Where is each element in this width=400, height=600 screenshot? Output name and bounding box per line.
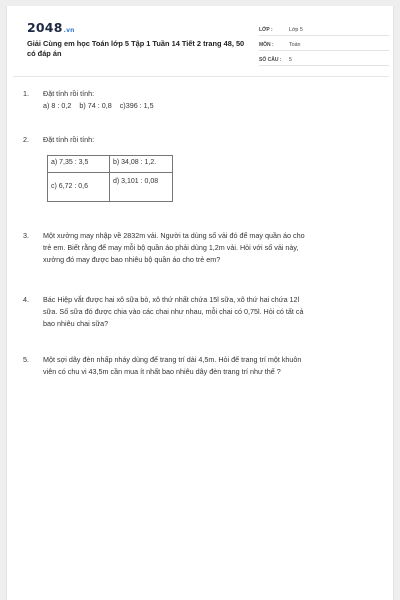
logo-name: 2048 bbox=[27, 20, 63, 35]
question-1 bbox=[23, 88, 373, 112]
meta-key-subject: MÔN : bbox=[259, 42, 274, 48]
table-cell: c) 6,72 : 0,6 bbox=[48, 173, 110, 202]
meta-row-grade bbox=[259, 22, 389, 36]
worksheet-header bbox=[27, 20, 389, 72]
logo-tld: .vn bbox=[63, 27, 75, 34]
question-number: 3. bbox=[23, 231, 29, 240]
document-title: Giải Cùng em học Toán lớp 5 Tập 1 Tuần 14 Tiết 2 trang 48, 50 có đáp án bbox=[27, 39, 245, 58]
question-number: 4. bbox=[23, 295, 29, 304]
meta-key-grade: LỚP : bbox=[259, 27, 273, 33]
question-text: Đặt tính rồi tính: bbox=[43, 89, 95, 98]
table-cell: d) 3,101 : 0,08 bbox=[110, 173, 173, 202]
question-number: 2. bbox=[23, 135, 29, 144]
calculation-table bbox=[47, 155, 173, 202]
worksheet-page bbox=[6, 6, 394, 600]
question-text: bao nhiêu chai sữa? bbox=[43, 319, 109, 328]
table-row bbox=[48, 156, 173, 173]
question-text: Bác Hiệp vắt được hai xô sữa bò, xô thứ nhất chứa 15l sữa, xô thứ hai chứa 12l bbox=[43, 295, 300, 304]
meta-row-subject bbox=[259, 37, 389, 51]
meta-key-count: SỐ CÂU : bbox=[259, 57, 282, 63]
meta-row-count bbox=[259, 52, 389, 66]
question-text: xưởng đó may được bao nhiêu bộ quần áo cho trẻ em? bbox=[43, 255, 221, 264]
meta-value-subject: Toán bbox=[289, 42, 301, 48]
question-2 bbox=[23, 134, 373, 146]
site-logo[interactable] bbox=[27, 20, 75, 35]
question-text: viên có chu vi 43,5m cần mua ít nhất bao nhiêu dây đèn trang trí như thế ? bbox=[43, 367, 281, 376]
meta-value-grade: Lớp 5 bbox=[289, 27, 303, 33]
question-5 bbox=[23, 354, 383, 378]
question-text: Đặt tính rồi tính: bbox=[43, 135, 95, 144]
question-4 bbox=[23, 294, 383, 330]
meta-value-count: 5 bbox=[289, 57, 292, 63]
table-row bbox=[48, 173, 173, 202]
question-text: sữa. Số sữa đó được chia vào các chai như nhau, mỗi chai có 0,75l. Hỏi có tất cả bbox=[43, 307, 304, 316]
question-number: 5. bbox=[23, 355, 29, 364]
meta-panel bbox=[259, 22, 389, 67]
question-text: trẻ em. Biết rằng để may mỗi bộ quần áo phải dùng 1,2m vải. Hỏi với số vải này, bbox=[43, 243, 299, 252]
table-cell: b) 34,08 : 1,2. bbox=[110, 156, 173, 173]
question-3 bbox=[23, 230, 383, 266]
table-cell: a) 7,35 : 3,5 bbox=[48, 156, 110, 173]
question-number: 1. bbox=[23, 89, 29, 98]
question-text: Một xưởng may nhập về 2832m vải. Người ta dùng số vải đó để may quần áo cho bbox=[43, 231, 305, 240]
question-text: Một sợi dây đèn nhấp nháy dùng để trang trí dài 4,5m. Hỏi để trang trí một khuôn bbox=[43, 355, 302, 364]
header-divider bbox=[13, 76, 389, 77]
question-text: a) 8 : 0,2 b) 74 : 0,8 c)396 : 1,5 bbox=[43, 101, 154, 110]
